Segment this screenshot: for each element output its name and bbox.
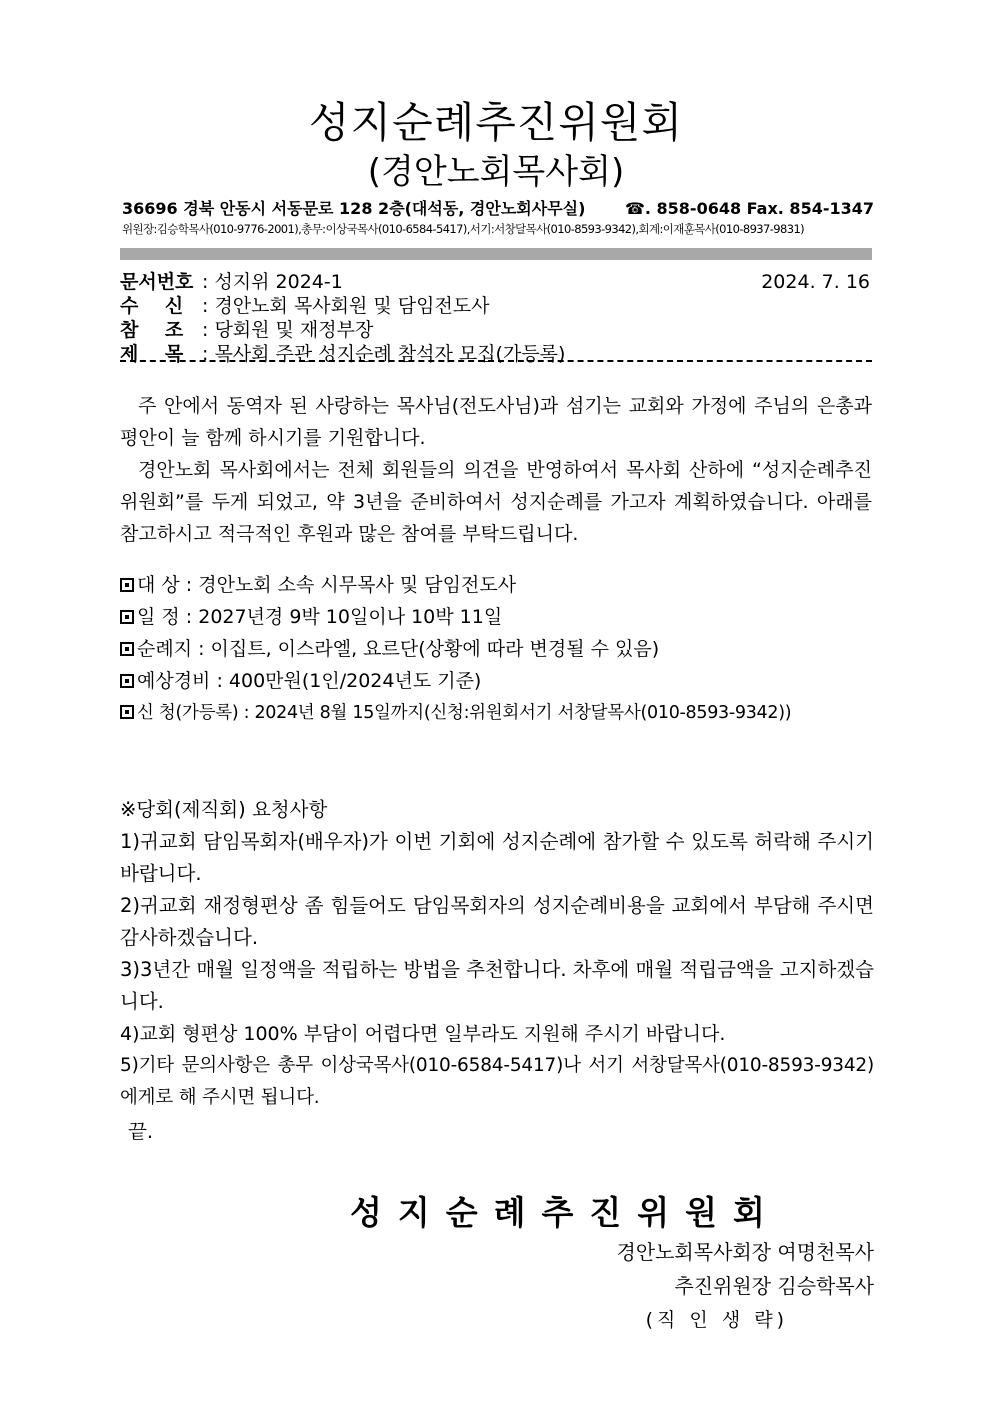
- address-text: 36696 경북 안동시 서동문로 128 2층(대석동, 경안노회사무실): [122, 199, 586, 218]
- doc-date: 2024. 7. 16: [761, 271, 870, 293]
- checkbox-icon: [120, 578, 134, 592]
- purpose-paragraph: 경안노회 목사회에서는 전체 회원들의 의견을 반영하여서 목사회 산하에 “성지순례추진위원회”를 두게 되었고, 약 3년을 준비하여서 성지순례를 가고자 계획하였습니다. 아래를 참고하시고 적극적인 후원과 많은 참여를 부탁드립니다.: [120, 459, 872, 545]
- checkbox-icon: [120, 642, 134, 656]
- recipient-label: 수 신: [120, 295, 184, 317]
- doc-number-row: [120, 270, 872, 294]
- checkbox-icon: [120, 674, 134, 688]
- subject-row: [120, 342, 872, 366]
- subject-value: : 목사회 주관 성지순례 참석자 모집(가등록): [202, 343, 566, 365]
- meta-divider: [120, 360, 872, 362]
- header-divider: [120, 248, 872, 260]
- reference-value: : 당회원 및 재정부장: [202, 319, 374, 341]
- signature-line-chair: 경안노회목사회장 여명천목사: [616, 1240, 874, 1264]
- checkbox-icon: [120, 705, 134, 719]
- recipient-value: : 경안노회 목사회원 및 담임전도사: [202, 295, 490, 317]
- address-line: [122, 198, 874, 220]
- doc-number-value: : 성지위 2024-1: [202, 271, 343, 293]
- request-item-5: 5)기타 문의사항은 총무 이상국목사(010-6584-5417)나 서기 서창달목사(010-8593-9342)에게로 해 주시면 됩니다.: [120, 1055, 874, 1108]
- request-item-1: 1)귀교회 담임목회자(배우자)가 이번 기회에 성지순례에 참가할 수 있도록 허락해 주시기 바랍니다.: [120, 830, 874, 885]
- request-item-4: 4)교회 형편상 100% 부담이 어렵다면 일부라도 지원해 주시기 바랍니다.: [120, 1023, 726, 1045]
- checkbox-icon: [120, 610, 134, 624]
- document-subtitle: (경안노회목사회): [367, 152, 625, 192]
- reference-row: [120, 318, 872, 342]
- recipient-row: [120, 294, 872, 318]
- seal-omitted-note: (직 인 생 략): [645, 1309, 788, 1331]
- phone-fax: ☎. 858-0648 Fax. 854-1347: [624, 199, 874, 218]
- list-item: 대 상 : 경안노회 소속 시무목사 및 담임전도사: [120, 572, 880, 598]
- request-item-3: 3)3년간 매월 일정액을 적립하는 방법을 추천합니다. 차후에 매월 적립금액을 고지하겠습니다.: [120, 958, 874, 1013]
- list-item: 일 정 : 2027년경 9박 10일이나 10박 11일: [120, 604, 880, 630]
- reference-label: 참 조: [120, 319, 184, 341]
- document-title: 성지순례추진위원회: [308, 98, 684, 147]
- list-item: 신 청(가등록) : 2024년 8월 15일까지(신청:위원회서기 서창달목사(010-8593-9342)): [120, 700, 880, 726]
- signature-line-committee: 추진위원장 김승학목사: [674, 1274, 874, 1298]
- list-item: 순례지 : 이집트, 이스라엘, 요르단(상황에 따라 변경될 수 있음): [120, 636, 880, 662]
- greeting-paragraph: 주 안에서 동역자 된 사랑하는 목사님(전도사님)과 섬기는 교회와 가정에 주님의 은총과 평안이 늘 함께 하시기를 기원합니다.: [120, 395, 872, 449]
- doc-number-label: 문서번호: [120, 271, 194, 293]
- list-item: 예상경비 : 400만원(1인/2024년도 기준): [120, 668, 880, 694]
- request-item-2: 2)귀교회 재정형편상 좀 힘들어도 담임목회자의 성지순례비용을 교회에서 부담해 주시면 감사하겠습니다.: [120, 894, 874, 949]
- subject-label: 제 목: [120, 343, 184, 365]
- signature-organization: 성지순례추진위원회: [350, 1193, 781, 1232]
- contacts-line: 위원장:김승학목사(010-9776-2001),총무:이상국목사(010-6584-5417),서기:서창달목사(010-8593-9342),회계:이재훈목사(010-8937-9831): [122, 222, 805, 236]
- requests-heading: ※당회(제직회) 요청사항: [120, 798, 328, 821]
- end-mark: 끝.: [128, 1120, 154, 1143]
